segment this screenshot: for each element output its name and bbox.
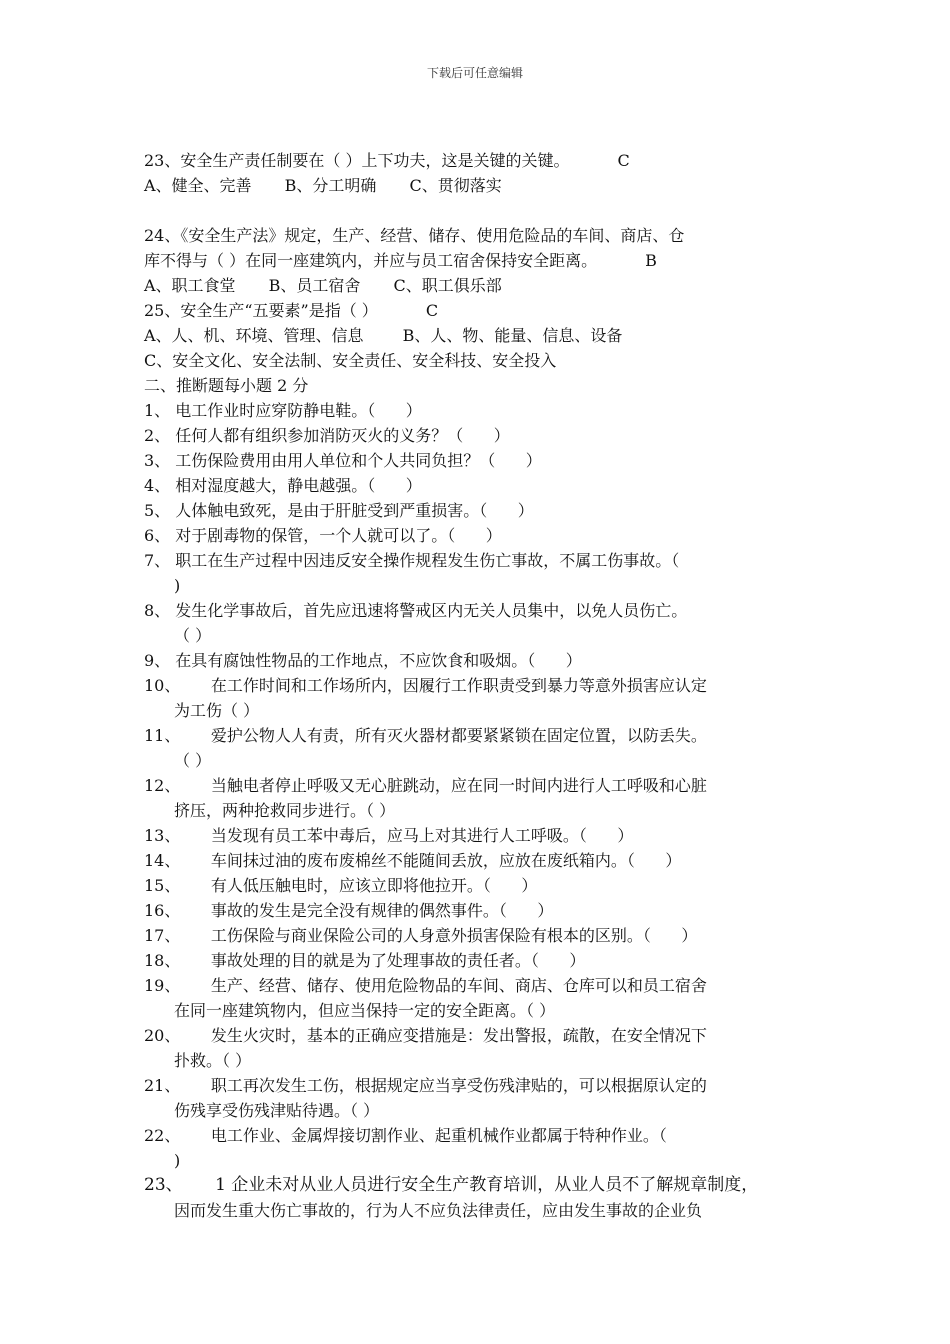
- tf-question: [144, 448, 820, 473]
- true-false-list: [144, 398, 820, 1223]
- question-mc-24: 24、《安全生产法》规定，生产、经营、储存、使用危险品的车间、商店、仓: [144, 226, 685, 245]
- tf-question: [144, 648, 820, 673]
- question-mc-24-cont: [144, 248, 820, 273]
- question-number: 5、: [144, 501, 171, 520]
- question-mc-25: [144, 298, 820, 323]
- question-number: 12、: [144, 776, 181, 795]
- tf-question: [144, 548, 820, 573]
- answer-key: C: [425, 301, 439, 320]
- question-number: 17、: [144, 926, 181, 945]
- question-text: 库不得与（ ）在同一座建筑内，并应与员工宿舍保持安全距离。: [144, 251, 598, 270]
- question-text: 车间抹过油的废布废棉丝不能随间丢放，应放在废纸箱内。（ ）: [180, 851, 682, 870]
- question-text: 职工在生产过程中因违反安全操作规程发生伤亡事故，不属工伤事故。（: [170, 551, 680, 570]
- question-number: 22、: [144, 1126, 181, 1145]
- question-continuation: （ ）: [174, 626, 212, 645]
- option-a: A、人、机、环境、管理、信息: [144, 326, 364, 345]
- tf-question: [144, 423, 820, 448]
- question-text: 事故的发生是完全没有规律的偶然事件。（ ）: [180, 901, 554, 920]
- question-number: 6、: [144, 526, 171, 545]
- question-text: 在工作时间和工作场所内，因履行工作职责受到暴力等意外损害应认定: [180, 676, 707, 695]
- question-number: 8、: [144, 601, 171, 620]
- question-number: 20、: [144, 1026, 181, 1045]
- question-number: 2、: [144, 426, 171, 445]
- question-continuation: 伤残享受伤残津贴待遇。（ ）: [174, 1101, 380, 1120]
- question-continuation: （ ）: [174, 751, 212, 770]
- question-text: 生产、经营、储存、使用危险物品的车间、商店、仓库可以和员工宿舍: [180, 976, 707, 995]
- question-number: 23、: [144, 1175, 183, 1195]
- question-continuation: 为工伤（ ）: [174, 701, 260, 720]
- tf-question: [144, 873, 820, 898]
- question-number: 7、: [144, 551, 171, 570]
- option-a: A、职工食堂: [144, 276, 236, 295]
- question-text: 发生火灾时，基本的正确应变措施是：发出警报，疏散，在安全情况下: [180, 1026, 707, 1045]
- option-b: B、人、物、能量、信息、设备: [402, 326, 623, 345]
- answer-key: B: [645, 251, 657, 270]
- question-text: 当发现有员工苯中毒后，应马上对其进行人工呼吸。（ ）: [180, 826, 634, 845]
- question-continuation: ): [174, 1151, 181, 1170]
- question-text: 有人低压触电时，应该立即将他拉开。（ ）: [180, 876, 538, 895]
- tf-question: [144, 598, 820, 623]
- question-text: 电工作业时应穿防静电鞋。（ ）: [170, 401, 422, 420]
- options-row: [144, 173, 820, 198]
- option-a: A、健全、完善: [144, 176, 252, 195]
- tf-question: [144, 723, 820, 748]
- question-text: 在具有腐蚀性物品的工作地点，不应饮食和吸烟。（ ）: [170, 651, 582, 670]
- question-text: 发生化学事故后，首先应迅速将警戒区内无关人员集中，以免人员伤亡。: [170, 601, 688, 620]
- question-continuation: 挤压，两种抢救同步进行。（ ）: [174, 801, 396, 820]
- question-number: 16、: [144, 901, 181, 920]
- question-continuation: 在同一座建筑物内，但应当保持一定的安全距离。（ ）: [174, 1001, 556, 1020]
- tf-question: [144, 498, 820, 523]
- question-text: 对于剧毒物的保管，一个人就可以了。（ ）: [170, 526, 502, 545]
- question-text: 当触电者停止呼吸又无心脏跳动，应在同一时间内进行人工呼吸和心脏: [180, 776, 707, 795]
- question-number: 3、: [144, 451, 171, 470]
- question-text: 人体触电致死，是由于肝脏受到严重损害。（ ）: [170, 501, 534, 520]
- question-continuation: 因而发生重大伤亡事故的，行为人不应负法律责任，应由发生事故的企业负: [174, 1201, 703, 1220]
- question-text: 爱护公物人人有责，所有灭火器材都要紧紧锁在固定位置，以防丢失。: [180, 726, 707, 745]
- question-number: 10、: [144, 676, 181, 695]
- question-continuation: ): [174, 576, 181, 595]
- question-text: 任何人都有组织参加消防灭火的义务？（ ）: [170, 426, 510, 445]
- question-text: 25、安全生产“五要素”是指（ ）: [144, 301, 378, 320]
- option-c: C、职工俱乐部: [393, 276, 502, 295]
- section-heading: 二、推断题每小题 2 分: [144, 376, 309, 395]
- question-number: 13、: [144, 826, 181, 845]
- question-number: 18、: [144, 951, 181, 970]
- question-text: 工伤保险与商业保险公司的人身意外损害保险有根本的区别。（ ）: [180, 926, 698, 945]
- tf-question: [144, 773, 820, 798]
- tf-question: [144, 1073, 820, 1098]
- question-number: 15、: [144, 876, 181, 895]
- options-row: [144, 273, 820, 298]
- tf-question: [144, 973, 820, 998]
- tf-question: [144, 848, 820, 873]
- tf-question: [144, 1173, 820, 1198]
- tf-question: [144, 473, 820, 498]
- question-number: 9、: [144, 651, 171, 670]
- question-text: 相对湿度越大，静电越强。（ ）: [170, 476, 422, 495]
- tf-question: [144, 823, 820, 848]
- option-b: B、员工宿舍: [268, 276, 361, 295]
- tf-question: [144, 1023, 820, 1048]
- option-b: B、分工明确: [284, 176, 377, 195]
- question-number: 21、: [144, 1076, 181, 1095]
- tf-question: [144, 948, 820, 973]
- option-c: C、安全文化、安全法制、安全责任、安全科技、安全投入: [144, 351, 557, 370]
- question-number: 4、: [144, 476, 171, 495]
- tf-question: [144, 398, 820, 423]
- question-mc-23: [144, 148, 820, 173]
- options-row: [144, 323, 820, 348]
- tf-question: [144, 898, 820, 923]
- question-text: 工伤保险费用由用人单位和个人共同负担？（ ）: [170, 451, 542, 470]
- question-number: 11、: [144, 726, 181, 745]
- question-text: 电工作业、金属焊接切割作业、起重机械作业都属于特种作业。（: [180, 1126, 667, 1145]
- tf-question: [144, 523, 820, 548]
- tf-question: [144, 1123, 820, 1148]
- tf-question: [144, 673, 820, 698]
- option-c: C、贯彻落实: [409, 176, 502, 195]
- question-text: 职工再次发生工伤，根据规定应当享受伤残津贴的，可以根据原认定的: [180, 1076, 707, 1095]
- answer-key: C: [617, 151, 630, 170]
- question-text: 事故处理的目的就是为了处理事故的责任者。（ ）: [180, 951, 586, 970]
- question-continuation: 扑救。（ ）: [174, 1051, 252, 1070]
- page-header: 下载后可任意编辑: [426, 66, 523, 80]
- question-number: 14、: [144, 851, 181, 870]
- document-body: [144, 148, 820, 1223]
- tf-question: [144, 923, 820, 948]
- question-text: 23、安全生产责任制要在（ ）上下功夫，这是关键的关键。: [144, 151, 570, 170]
- question-text: 1 企业未对从业人员进行安全生产教育培训，从业人员不了解规章制度，: [182, 1175, 759, 1195]
- question-number: 19、: [144, 976, 181, 995]
- question-number: 1、: [144, 401, 171, 420]
